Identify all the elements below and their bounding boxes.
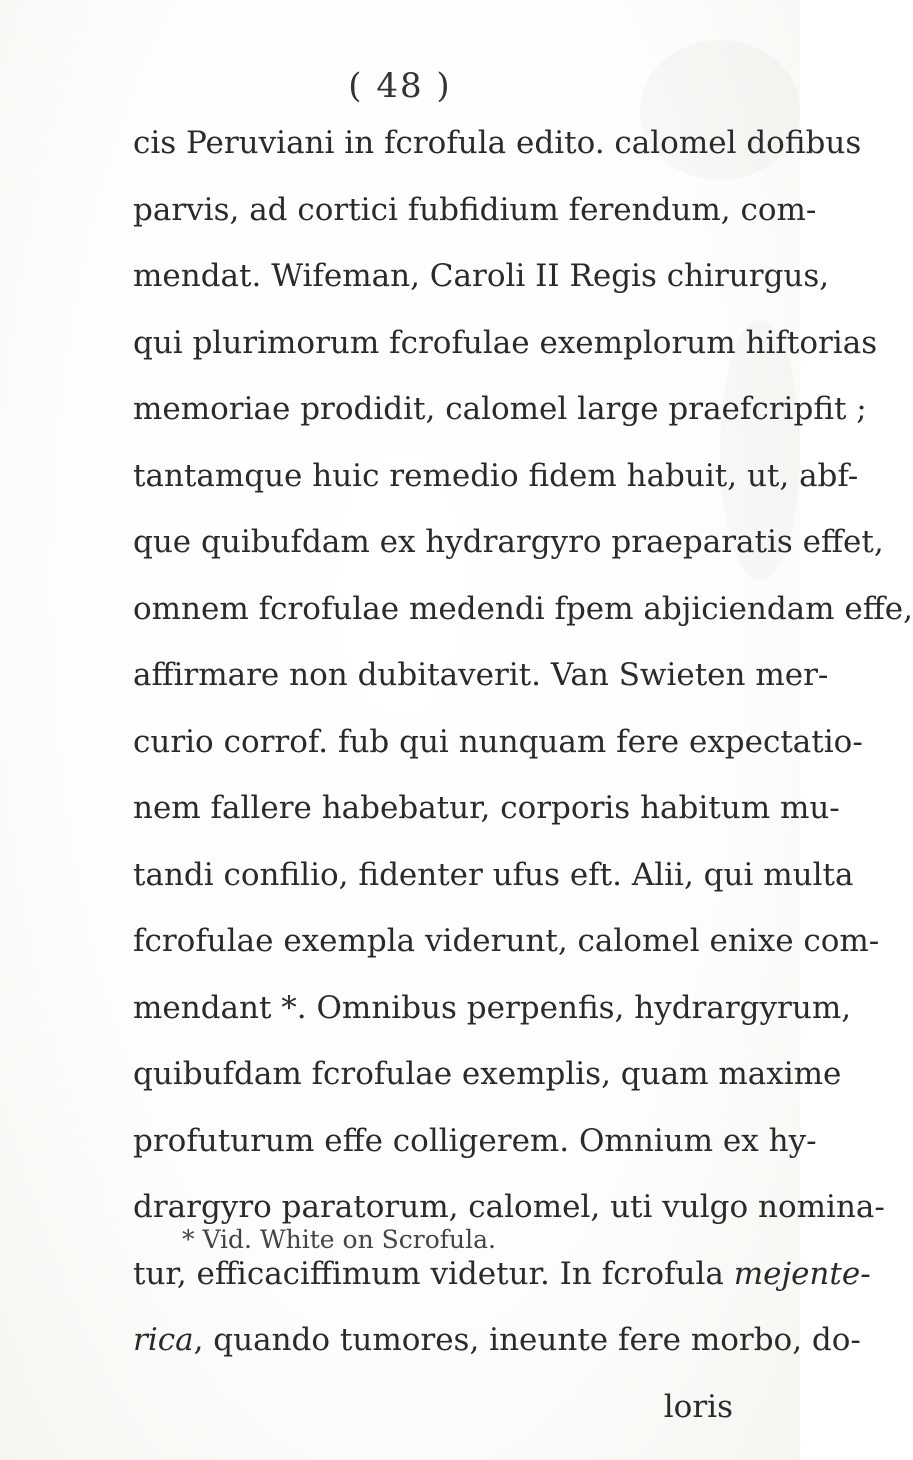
italic-word: mejente- — [733, 1255, 871, 1292]
text-line: nem fallere habebatur, corporis habitum mu- — [133, 790, 840, 826]
text-line — [133, 1307, 861, 1374]
italic-word: rica — [133, 1322, 194, 1358]
text-line: que quibufdam ex hydrargyro praeparatis effet, — [133, 524, 884, 560]
text-line: quibufdam fcrofulae exemplis, quam maxime — [133, 1056, 842, 1092]
text-line: tandi confilio, fidenter ufus eft. Alii, qui multa — [133, 856, 854, 893]
text-line: omnem fcrofulae medendi fpem abjiciendam effe, — [133, 590, 913, 627]
footnote: * Vid. White on Scrofula. — [182, 1225, 496, 1254]
text-line: cis Peruviani in fcrofula edito. calomel dofibus — [133, 125, 862, 161]
text-line: affirmare non dubitaverit. Van Swieten mer- — [133, 657, 829, 693]
text-line: mendat. Wifeman, Caroli II Regis chirurgus, — [133, 258, 830, 294]
text-line-part: tur, efficaciffimum videtur. In fcrofula — [133, 1255, 734, 1292]
text-line: tantamque huic remedio fidem habuit, ut, abf- — [133, 457, 859, 494]
text-line: parvis, ad cortici fubfidium ferendum, com- — [133, 191, 817, 228]
text-line: drargyro paratorum, calomel, uti vulgo nomina- — [133, 1189, 885, 1225]
page-number: ( 48 ) — [348, 66, 452, 106]
text-line: fcrofulae exempla viderunt, calomel enixe com- — [133, 923, 880, 959]
text-line: curio corrof. fub qui nunquam fere expectatio- — [133, 723, 863, 760]
catchword: loris — [663, 1388, 733, 1425]
text-line-part: , quando tumores, ineunte fere morbo, do- — [193, 1322, 861, 1358]
text-line: profuturum effe colligerem. Omnium ex hy- — [133, 1122, 817, 1159]
text-line: memoriae prodidit, calomel large praefcripfit ; — [133, 391, 867, 427]
text-line: mendant *. Omnibus perpenfis, hydrargyrum, — [133, 989, 852, 1026]
text-line: qui plurimorum fcrofulae exemplorum hiftorias — [133, 324, 878, 361]
